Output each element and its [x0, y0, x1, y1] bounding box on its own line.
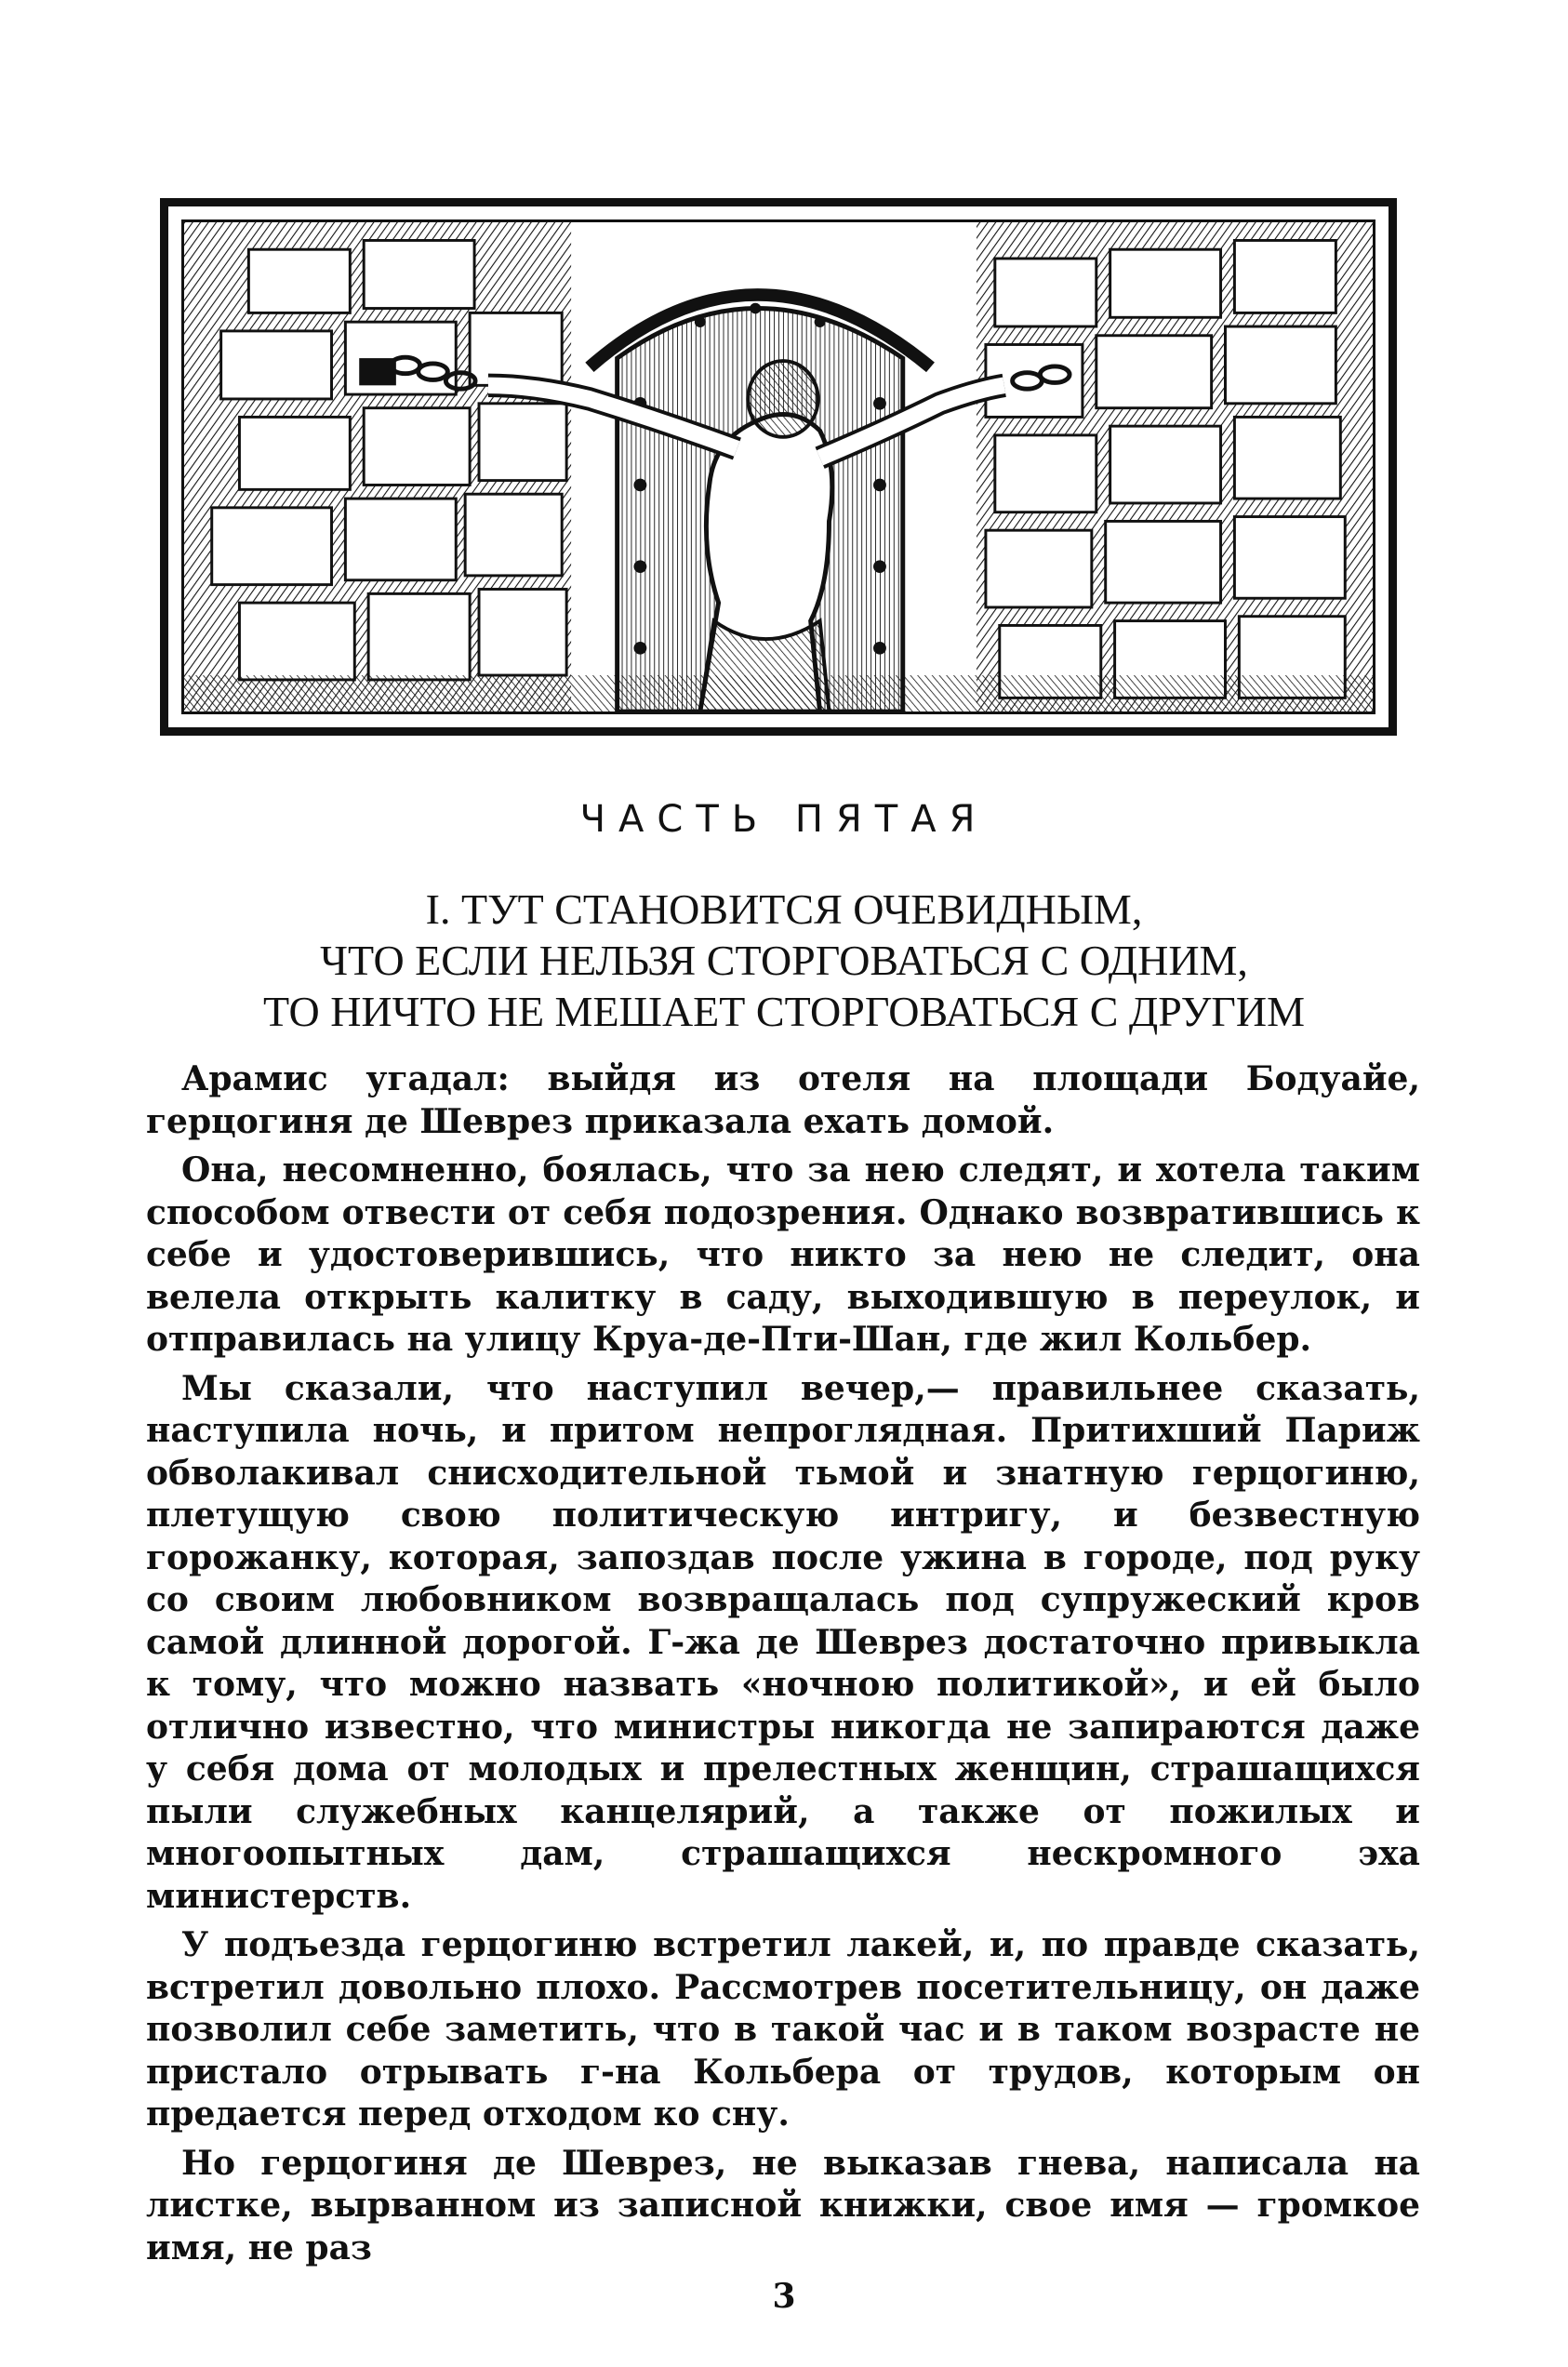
chapter-title-line: ЧТО ЕСЛИ НЕЛЬЗЯ СТОРГОВАТЬСЯ С ОДНИМ, [320, 937, 1248, 984]
paragraph: Арамис угадал: выйдя из отеля на площади Бодуайе, герцогиня де Шеврез приказала ехать домой. [146, 1059, 1420, 1141]
illustration-frame [181, 219, 1375, 714]
part-title: ЧАСТЬ ПЯТАЯ [579, 798, 989, 841]
page-number: 3 [772, 2277, 796, 2316]
body-text [146, 1058, 1420, 2276]
paragraph: У подъезда герцогиню встретил лакей, и, по правде сказать, встретил довольно плохо. Рассмотрев посетительницу, он даже позволил себе заметить, что в такой час и в таком возрасте не пристало отрывать г-на Кольбера от трудов, которым он предается перед отходом ко сну. [146, 1925, 1420, 2134]
paragraph: Она, несомненно, боялась, что за нею следят, и хотела таким способом отвести от себя подозрения. Однако возвратившись к себе и удостоверившись, что никто за нею не следит, она велела открыть калитку в саду, выходившую в переулок, и отправилась на улицу Круа-де-Пти-Шан, где жил Кольбер. [146, 1150, 1420, 1359]
paragraph: Но герцогиня де Шеврез, не выказав гнева, написала на листке, вырванном из записной книжки, свое имя — громкое имя, не раз [146, 2143, 1420, 2267]
paragraph: Мы сказали, что наступил вечер,— правильнее сказать, наступила ночь, и притом непроглядная. Притихший Париж обволакивал снисходительной тьмой и знатную герцогиню, плетущую свою политическую интригу, и безвестную горожанку, которая, запоздав после ужина в городе, под руку со своим любовником возвращалась под супружеский кров самой длинной дорогой. Г-жа де Шеврез достаточно привыкла к тому, что можно назвать «ночною политикой», и ей было отлично известно, что министры никогда не запираются даже у себя дома от молодых и прелестных женщин, страшащихся пыли служебных канцелярий, а также от пожилых и многоопытных дам, страшащихся нескромного эха министерств. [146, 1368, 1420, 1916]
chapter-title-line: ТО НИЧТО НЕ МЕШАЕТ СТОРГОВАТЬСЯ С ДРУГИМ [262, 988, 1305, 1035]
chapter-illustration [160, 198, 1397, 736]
chapter-title-line: I. ТУТ СТАНОВИТСЯ ОЧЕВИДНЫМ, [425, 885, 1143, 933]
chapter-title [186, 884, 1382, 1037]
prisoner-at-door-engraving [184, 222, 1373, 711]
